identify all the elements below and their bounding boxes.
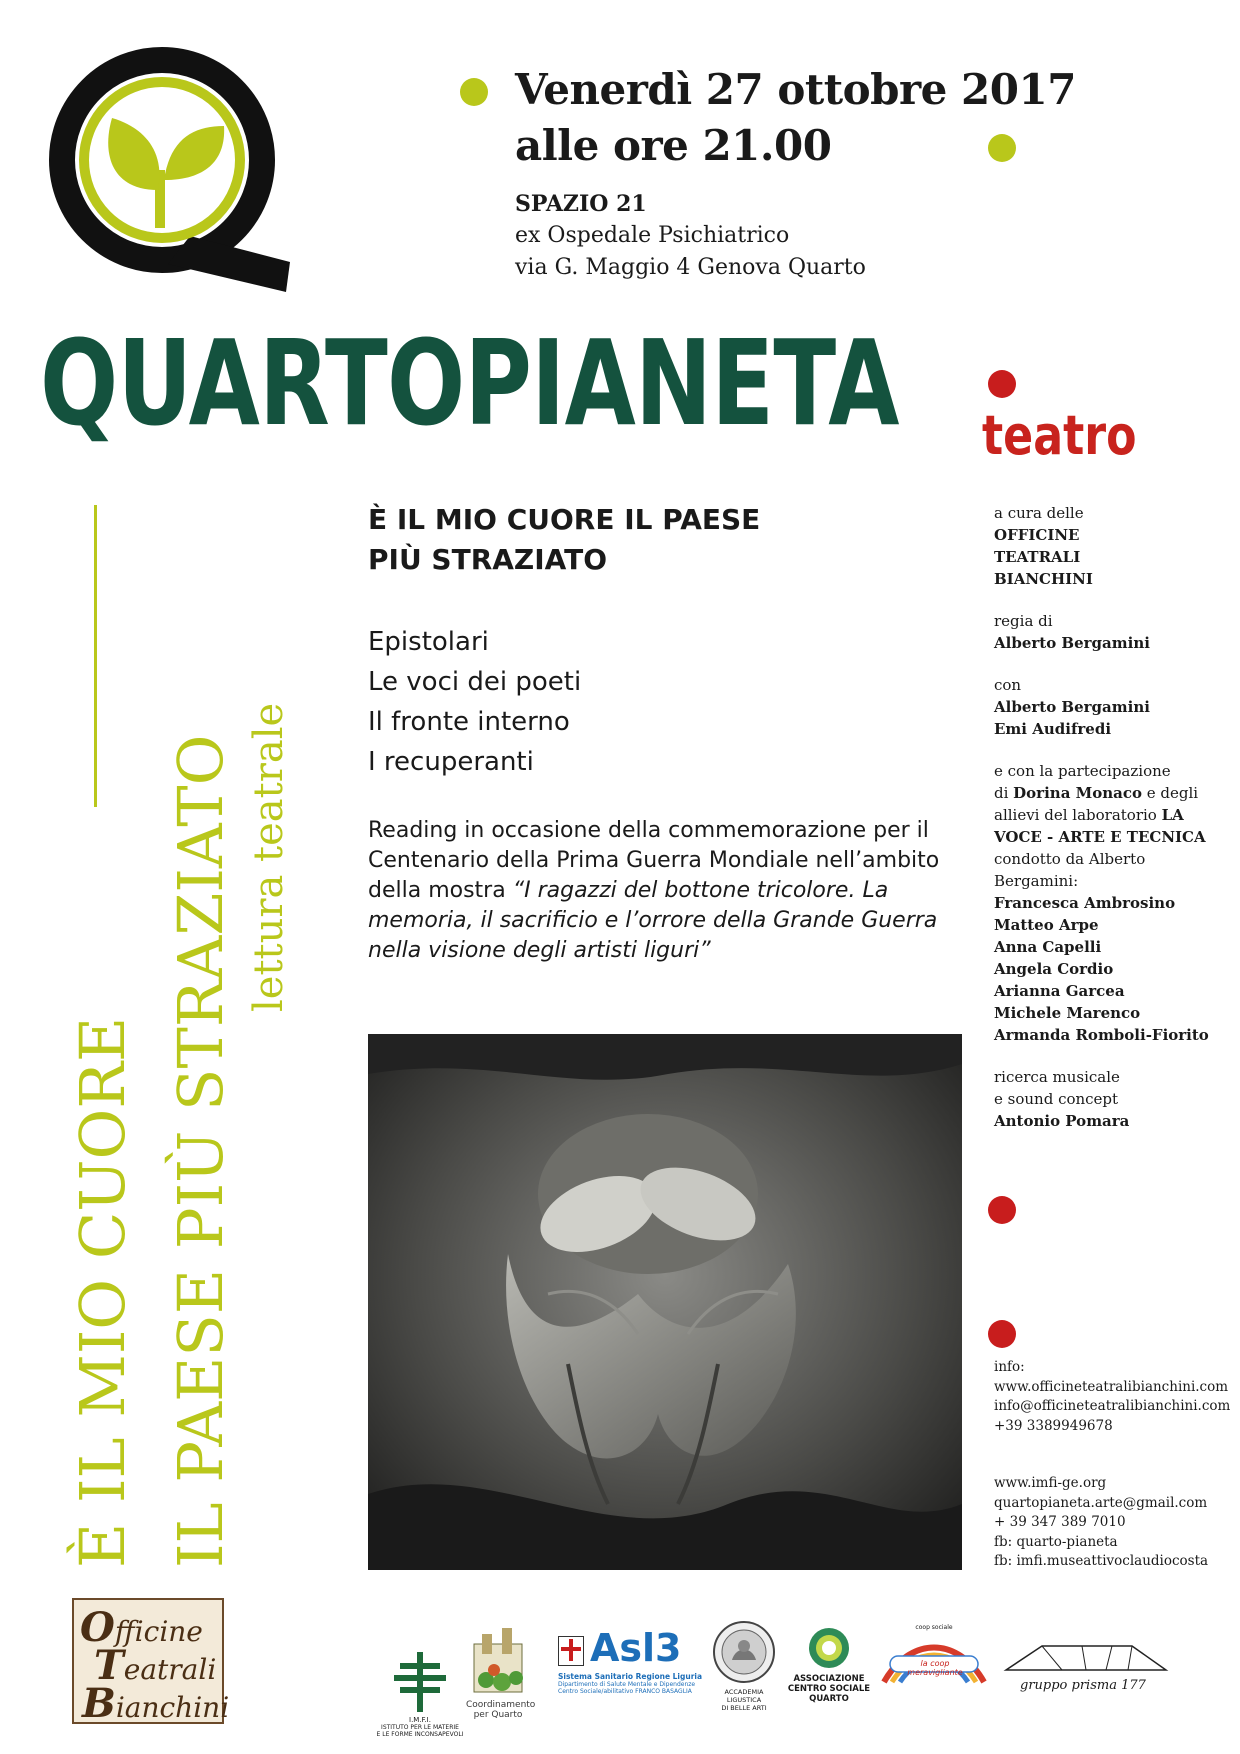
vertical-title-line2: IL PAESE PIÙ STRAZIATO	[164, 734, 237, 1568]
music-label: e sound concept	[994, 1090, 1119, 1108]
officine-teatrali-bianchini-logo	[72, 1598, 230, 1727]
email-link[interactable]: quartopianeta.arte@gmail.com	[994, 1494, 1208, 1511]
section-item: Epistolari	[368, 627, 489, 657]
description-text: Reading in occasione della commemorazione per il Centenario della Prima Guerra Mondiale nell’ambito della mostra	[368, 818, 940, 903]
prisma-name: gruppo prisma 177	[1020, 1678, 1146, 1693]
asl-text: Sistema Sanitario Regione Liguria	[558, 1672, 703, 1681]
event-datetime	[515, 62, 1076, 174]
student-name: Arianna Garcea	[994, 982, 1125, 1000]
show-title	[368, 500, 760, 580]
coordinamento-text: Coordinamento	[466, 1700, 536, 1710]
gruppo-prisma-logo	[1002, 1640, 1170, 1700]
association-text: CENTRO SOCIALE	[787, 1684, 871, 1694]
facebook-link[interactable]: fb: quarto-pianeta	[994, 1533, 1118, 1550]
liguria-shield-icon	[558, 1636, 584, 1666]
director-name: Alberto Bergamini	[994, 634, 1150, 652]
association-text: ASSOCIAZIONE	[793, 1674, 865, 1684]
otb-initial: T	[94, 1642, 124, 1689]
decor-dot-red-2	[988, 1196, 1016, 1224]
contacts-secondary	[994, 1474, 1230, 1572]
student-name: Matteo Arpe	[994, 916, 1099, 934]
credits-column	[994, 502, 1230, 1152]
workshop-name: LA	[1161, 806, 1184, 824]
centro-sociale-quarto-logo	[784, 1626, 874, 1704]
participation-text: allievi del laboratorio	[994, 806, 1162, 824]
brand-title: QUARTOPIANETA	[40, 314, 899, 452]
vertical-title-line1: È IL MIO CUORE	[66, 1016, 139, 1568]
curated-name-2: TEATRALI	[994, 548, 1081, 566]
credits-participation	[994, 760, 1230, 1046]
coop-meravigliante-logo	[880, 1624, 988, 1694]
venue-name: SPAZIO 21	[515, 191, 647, 217]
decor-dot-red-3	[988, 1320, 1016, 1348]
imfi-name: I.M.F.I.	[409, 1716, 431, 1724]
asl-text: Dipartimento di Salute Mentale e Dipendenze	[558, 1681, 696, 1688]
credits-cast	[994, 674, 1230, 740]
curated-name-1: OFFICINE	[994, 526, 1080, 544]
cast-label: con	[994, 676, 1022, 694]
phone-number: +39 3389949678	[994, 1417, 1113, 1434]
section-item: Il fronte interno	[368, 707, 570, 737]
credits-direction	[994, 610, 1230, 654]
coop-name: la coop meravigliante	[907, 1659, 963, 1677]
decor-dot-green-1	[460, 78, 488, 106]
coordinamento-buildings-icon	[468, 1624, 528, 1696]
accademia-seal-icon	[712, 1620, 776, 1684]
exhibition-title: “I ragazzi del bottone tricolore. La memoria, il sacrificio e l’orrore della Grande Guerra nella visione degli artisti liguri”	[368, 878, 938, 963]
prisma-shape-icon	[1002, 1640, 1170, 1676]
association-text: QUARTO	[809, 1694, 849, 1704]
accademia-ligustica-logo	[704, 1620, 784, 1712]
coordinamento-logo	[466, 1624, 536, 1720]
otb-initial: B	[82, 1680, 116, 1727]
cast-name: Emi Audifredi	[994, 720, 1112, 738]
soldier-photo-image	[368, 1034, 962, 1570]
music-name: Antonio Pomara	[994, 1112, 1130, 1130]
participation-text: Bergamini:	[994, 872, 1079, 890]
direction-label: regia di	[994, 612, 1053, 630]
show-title-line1: È IL MIO CUORE IL PAESE	[368, 503, 761, 536]
imfi-desc: ISTITUTO PER LE MATERIE	[381, 1724, 459, 1731]
venue-description: ex Ospedale Psichiatrico	[515, 223, 790, 248]
email-link[interactable]: info@officineteatralibianchini.com	[994, 1398, 1231, 1414]
otb-initial: O	[80, 1604, 115, 1651]
event-time: alle ore 21.00	[515, 121, 832, 170]
student-name: Michele Marenco	[994, 1004, 1141, 1022]
accademia-text: DI BELLE ARTI	[721, 1704, 767, 1712]
contacts-info	[994, 1358, 1230, 1436]
info-label: info:	[994, 1359, 1025, 1375]
website-link[interactable]: www.imfi-ge.org	[994, 1475, 1107, 1491]
q-sprout-icon	[40, 40, 290, 300]
student-name: Francesca Ambrosino	[994, 894, 1176, 912]
imfi-symbol-icon	[390, 1652, 450, 1712]
imfi-logo	[370, 1652, 470, 1738]
vertical-divider	[94, 505, 97, 807]
show-sections	[368, 622, 581, 782]
show-title-line2: PIÙ STRAZIATO	[368, 543, 608, 576]
show-description	[368, 816, 946, 966]
student-name: Anna Capelli	[994, 938, 1102, 956]
coordinamento-text: per Quarto	[473, 1710, 523, 1720]
otb-word: ianchini	[115, 1691, 230, 1724]
workshop-name: VOCE - ARTE E TECNICA	[994, 828, 1206, 846]
curated-name-3: BIANCHINI	[994, 570, 1093, 588]
participation-text: e degli	[1142, 784, 1199, 802]
curated-label: a cura delle	[994, 504, 1084, 522]
imfi-desc: E LE FORME INCONSAPEVOLI	[376, 1731, 464, 1738]
section-item: I recuperanti	[368, 747, 534, 777]
venue-address: via G. Maggio 4 Genova Quarto	[515, 255, 866, 280]
soldier-photo	[368, 1034, 962, 1570]
cast-name: Alberto Bergamini	[994, 698, 1150, 716]
asl-name: Asl3	[590, 1626, 682, 1670]
student-name: Armanda Romboli-Fiorito	[994, 1026, 1209, 1044]
music-label: ricerca musicale	[994, 1068, 1120, 1086]
otb-word: eatrali	[123, 1653, 217, 1686]
otb-word: fficine	[114, 1615, 203, 1648]
accademia-text: LIGUSTICA	[726, 1696, 762, 1704]
credits-curated	[994, 502, 1230, 590]
asl-text: Centro Sociale/abilitativo FRANCO BASAGLIA	[558, 1688, 692, 1695]
brand-subtitle: teatro	[982, 404, 1137, 467]
event-date: Venerdì 27 ottobre 2017	[515, 65, 1076, 114]
accademia-text: ACCADEMIA	[724, 1688, 764, 1696]
participation-text: di	[994, 784, 1014, 802]
event-venue	[515, 188, 866, 284]
vertical-subtitle: lettura teatrale	[246, 702, 292, 1012]
phone-number: + 39 347 389 7010	[994, 1514, 1126, 1530]
quartopianeta-logo	[40, 40, 290, 300]
credits-music	[994, 1066, 1230, 1132]
centro-sociale-circle-icon	[807, 1626, 851, 1670]
facebook-link[interactable]: fb: imfi.museattivoclaudiocosta	[994, 1553, 1209, 1569]
participation-text: condotto da Alberto	[994, 850, 1146, 868]
decor-dot-red-1	[988, 370, 1016, 398]
section-item: Le voci dei poeti	[368, 667, 582, 697]
participant-name: Dorina Monaco	[1013, 784, 1143, 802]
website-link[interactable]: www.officineteatralibianchini.com	[994, 1378, 1229, 1395]
coop-small-text: coop sociale	[915, 1624, 953, 1631]
student-name: Angela Cordio	[994, 960, 1114, 978]
participation-text: e con la partecipazione	[994, 762, 1171, 780]
